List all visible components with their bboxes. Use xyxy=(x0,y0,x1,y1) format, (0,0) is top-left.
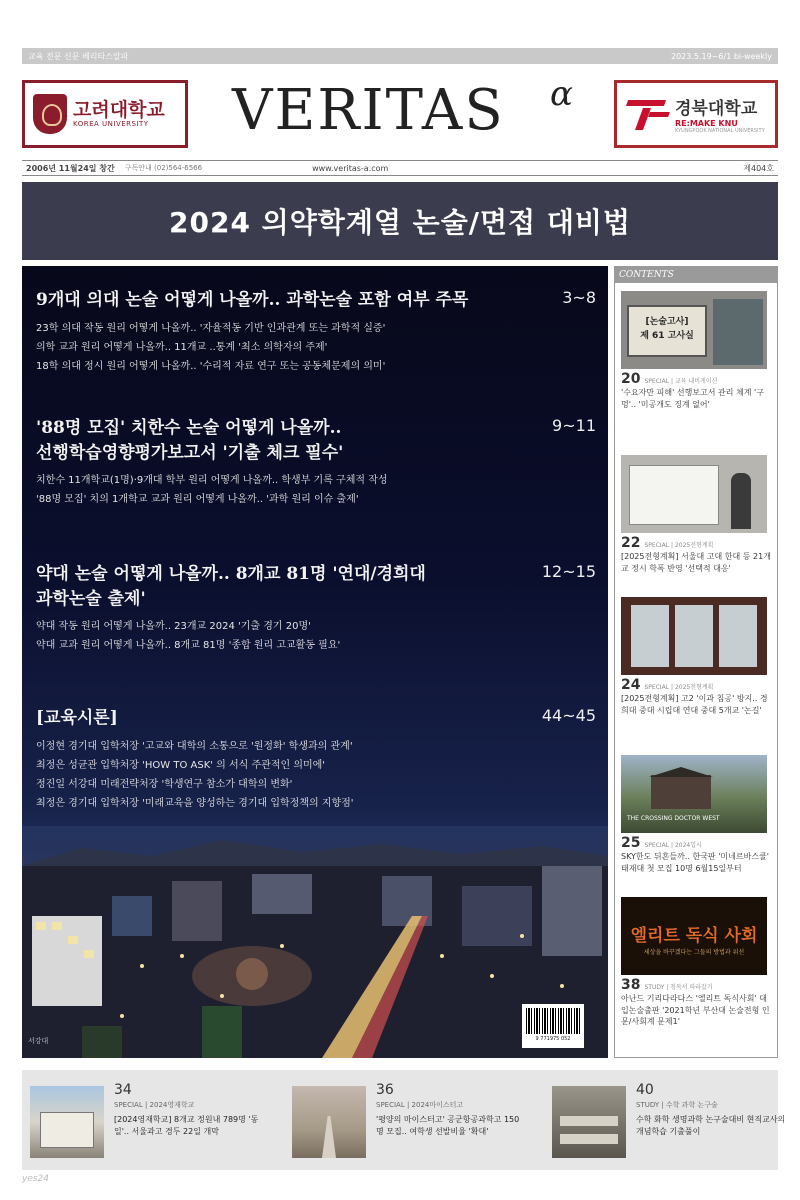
contents-heading: CONTENTS xyxy=(615,267,777,283)
night-city-photo xyxy=(22,826,608,1058)
bottom-feature-strip xyxy=(22,1070,786,1170)
contents-description: '수요자만 피해' 선행보고서 관리 체계 '구멍'.. '미공개도 징계 없어' xyxy=(621,388,764,409)
masthead xyxy=(22,72,778,156)
kyungpook-university-tagline: KYUNGPOOK NATIONAL UNIVERSITY xyxy=(675,128,765,134)
cover-section-title: [교육시론] xyxy=(36,708,118,728)
cover-section-line: 최정은 경기대 입학처장 '미래교육을 양성하는 경기대 입학정책의 지향점' xyxy=(36,797,354,809)
topbar-left-text: 교육 전문 신문 베리타스알파 xyxy=(28,51,129,61)
cover-section-education-column[interactable] xyxy=(36,706,596,813)
book-cover-title: 엘리트 독식 사회 xyxy=(630,926,758,946)
exam-room-photo xyxy=(621,291,767,369)
cover-section-line: 약대 교과 원리 어떻게 나올까.. 8개교 81명 '종합 원리 고교활동 필요' xyxy=(36,640,341,652)
cover-section-title: '88명 모집' 치한수 논술 어떻게 나올까.. xyxy=(36,418,342,438)
barcode-bars xyxy=(526,1008,580,1034)
issue-number: 제404호 xyxy=(743,163,774,173)
contents-item-24[interactable] xyxy=(621,597,773,716)
founding-date: 2006년 11월24일 창간 xyxy=(26,163,115,173)
contents-item-22[interactable] xyxy=(621,455,773,574)
barcode xyxy=(522,1004,584,1048)
korea-university-logo[interactable] xyxy=(22,80,188,148)
exam-room-sign-line: [논술고사] xyxy=(645,317,689,327)
cover-section-line: 23학 의대 작동 원리 어떻게 나올까.. '자율적동 기반 인과관계 또는 과학적 실증' xyxy=(36,322,386,334)
campus-photo-caption: THE CROSSING DOCTOR WEST xyxy=(627,815,720,822)
school-building-photo xyxy=(30,1086,104,1158)
contents-description: [2025전형계획] 서울대 고대 한대 등 21개교 정시 학폭 반영 '선택적 대응' xyxy=(621,552,771,573)
cover-section-pharmacy[interactable] xyxy=(36,562,596,655)
campus-building-photo xyxy=(621,755,767,833)
cover-section-title: 과학논술 출제' xyxy=(36,588,146,609)
cover-section-dental[interactable] xyxy=(36,416,596,509)
contents-item-25[interactable] xyxy=(621,755,773,874)
contents-tag: STUDY | 청독서 따라잡기 xyxy=(644,984,713,991)
cover-section-line: '88명 모집' 치의 1개학교 교과 원리 어떻게 나올까.. '과학 원리 이슈 출제' xyxy=(36,494,359,506)
bottom-description: [2024영재학교] 8개교 정원내 789명 '동일'.. 서울과고 경두 22일 개막 xyxy=(114,1115,259,1136)
contents-description: SKY한도 뒤흔들까.. 한국판 '미네르바스쿨' 태재대 첫 모집 10명 6월15일부터 xyxy=(621,852,769,873)
newspaper-title: VERITAS xyxy=(232,78,505,143)
bottom-item-40[interactable] xyxy=(544,1082,784,1162)
cover-section-line: 18학 의대 정시 원리 어떻게 나올까.. '수리적 자료 연구 또는 공동체문제의 의미' xyxy=(36,360,386,372)
contents-item-38[interactable] xyxy=(621,897,773,1028)
bottom-description: 수학 화학 생명과학 논구술대비 현직교사의 개념학습 기출풀이 xyxy=(636,1115,786,1136)
contents-description: [2025전형계획] 고2 '이과 침공' 방지.. 경희대 중대 시립대 연대 중대 5개교 '논길' xyxy=(621,694,768,715)
cover-section-pages: 44~45 xyxy=(541,706,596,725)
contents-tag: SPECIAL | 2025전형계획 xyxy=(644,684,714,691)
kyungpook-university-name: 경북대학교 xyxy=(675,99,758,119)
cover-section-line: 정진일 서강대 미래전략처장 '학생연구 참소가 대학의 변화' xyxy=(36,778,293,790)
cover-section-medical[interactable] xyxy=(36,288,596,376)
website-url[interactable]: www.veritas-a.com xyxy=(312,163,389,173)
top-info-bar xyxy=(22,48,778,64)
cover-image-panel xyxy=(22,266,608,1058)
contents-tag: SPECIAL | 2024입시 xyxy=(644,842,702,849)
photo-credit: 서강대 xyxy=(28,1037,49,1045)
book-cover-caption: 세상을 바꾸겠다는 그들의 방법과 위선 xyxy=(643,949,745,956)
contents-page-number: 24 xyxy=(621,677,641,693)
contents-page-number: 22 xyxy=(621,535,641,551)
contents-page-number: 38 xyxy=(621,977,641,993)
cover-section-pages: 9~11 xyxy=(552,416,596,435)
cover-section-pages: 3~8 xyxy=(562,288,596,307)
korea-university-crest-icon xyxy=(33,94,67,134)
bottom-description: '평양의 마이스터고' 공군항공과학고 150명 모집.. 여학생 선발비율 '확대' xyxy=(376,1115,520,1136)
korea-university-subname: KOREA UNIVERSITY xyxy=(73,120,149,129)
bottom-tag: SPECIAL | 2024영재학교 xyxy=(114,1101,195,1109)
cover-section-pages: 12~15 xyxy=(541,562,596,581)
cover-section-title: 9개대 의대 논술 어떻게 나올까.. 과학논술 포함 여부 주목 xyxy=(36,290,469,310)
bottom-page-number: 34 xyxy=(114,1082,132,1098)
kyungpook-university-slogan: RE:MAKE KNU xyxy=(675,119,738,128)
cover-headline: 2024 의약학계열 논술/면접 대비법 xyxy=(22,182,778,260)
cover-section-title: 약대 논술 어떻게 나올까.. 8개교 81명 '연대/경희대 xyxy=(36,564,426,584)
bottom-tag: SPECIAL | 2024마이스터고 xyxy=(376,1101,464,1109)
contents-item-20[interactable] xyxy=(621,291,773,410)
cover-section-line: 이정현 경기대 입학처장 '고교와 대학의 소통으로 '원정화' 학생과의 관계' xyxy=(36,740,353,752)
contents-description: 아난드 기리다라다스 '엘리트 독식사회' 대입논술출판 '2021학년 부산대 논술전형 인문/사회계 문제1' xyxy=(621,994,770,1027)
exam-room-sign-line: 제 61 고사실 xyxy=(640,331,694,342)
contents-page-number: 20 xyxy=(621,371,641,387)
whiteboard-photo xyxy=(621,455,767,533)
cover-section-line: 치한수 11개학교(1명)·9개대 학부 원리 어떻게 나올까.. 학생부 기록 구체적 작성 xyxy=(36,475,388,487)
issue-info-bar xyxy=(22,160,778,176)
book-cover-image xyxy=(621,897,767,975)
bottom-item-34[interactable] xyxy=(22,1082,262,1162)
bottom-page-number: 36 xyxy=(376,1082,394,1098)
korea-university-name: 고려대학교 xyxy=(73,98,165,121)
subscription-contact: 구독안내 (02)564-6566 xyxy=(124,164,203,172)
contents-tag: SPECIAL | 교육 내비게이션 xyxy=(644,378,718,385)
watermark: yes24 xyxy=(22,1174,50,1184)
knu-emblem-icon xyxy=(625,96,671,132)
campus-road-photo xyxy=(292,1086,366,1158)
study-room-photo xyxy=(552,1086,626,1158)
classroom-window-photo xyxy=(621,597,767,675)
barcode-number: 9 771975 052 xyxy=(535,1036,571,1042)
bottom-page-number: 40 xyxy=(636,1082,654,1098)
topbar-right-text: 2023.5.19~6/1 bi-weekly xyxy=(671,51,772,61)
cover-section-title: 선행학습영향평가보고서 '기출 체크 필수' xyxy=(36,442,344,463)
contents-sidebar xyxy=(614,266,778,1058)
cover-section-line: 의학 교과 원리 어떻게 나올까.. 11개교 ..통계 '최소 의학자의 주제' xyxy=(36,341,328,353)
contents-tag: SPECIAL | 2025전형계획 xyxy=(644,542,714,549)
newspaper-title-alpha: α xyxy=(550,74,573,114)
bottom-item-36[interactable] xyxy=(284,1082,524,1162)
bottom-tag: STUDY | 수학 과학 논구술 xyxy=(636,1101,718,1109)
contents-page-number: 25 xyxy=(621,835,641,851)
cover-section-line: 최정은 성균관 입학처장 'HOW TO ASK' 의 서식 주관적인 의미에' xyxy=(36,759,326,771)
cover-section-line: 약대 작동 원리 어떻게 나올까.. 23개교 2024 '기출 경기 20명' xyxy=(36,621,311,633)
kyungpook-university-logo[interactable] xyxy=(614,80,778,148)
